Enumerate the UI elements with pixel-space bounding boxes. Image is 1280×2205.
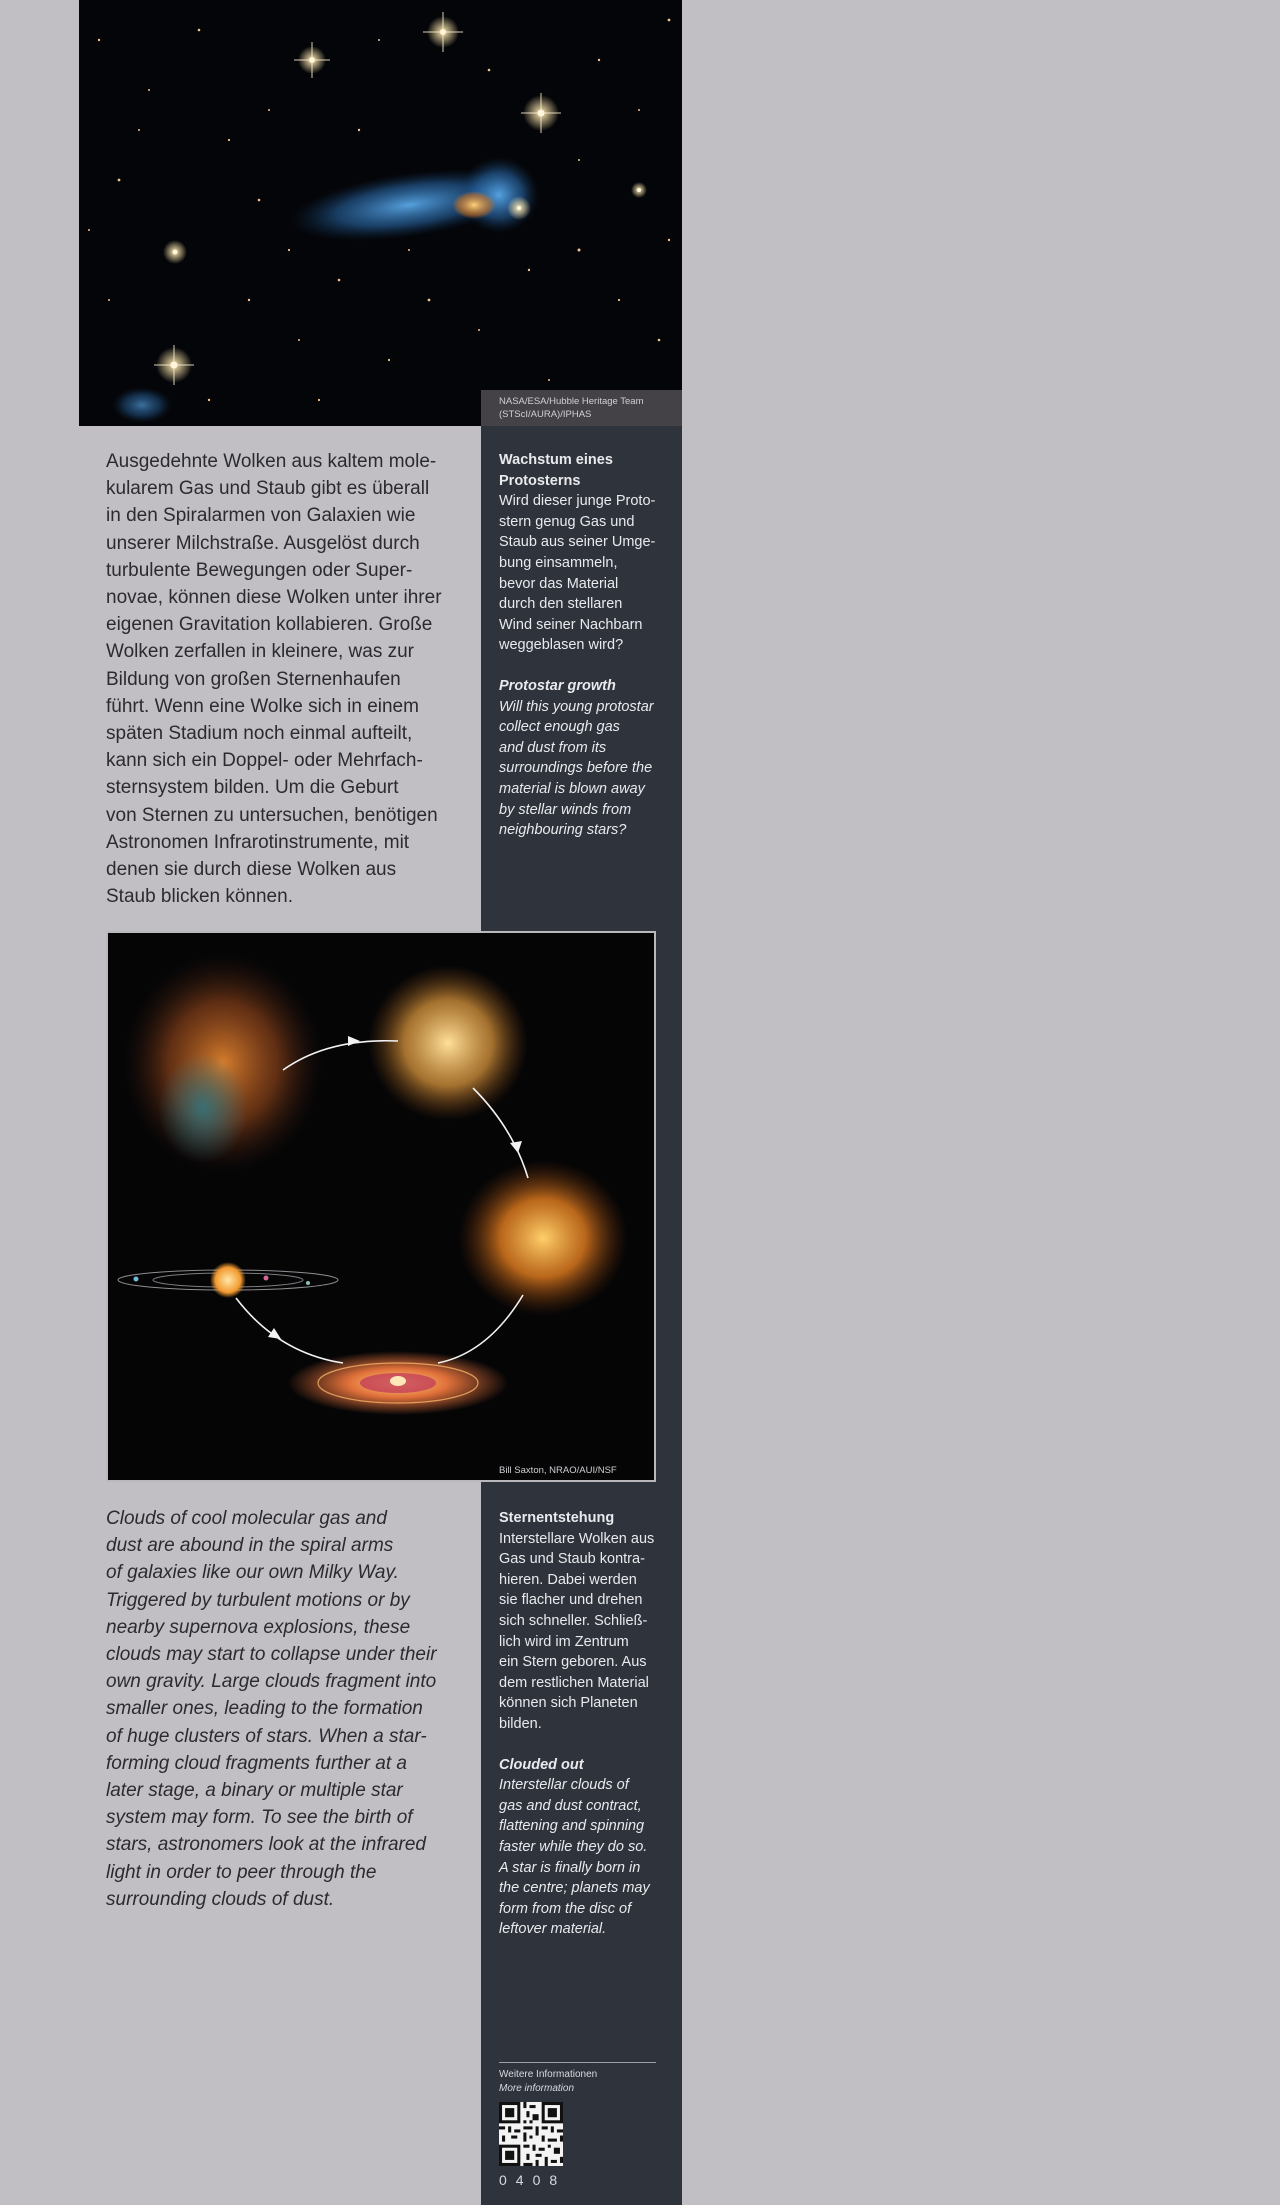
body-de-line: späten Stadium noch einmal aufteilt, bbox=[106, 723, 413, 745]
sidebar2-text-de: Interstellare Wolken aus Gas und Staub kontra- hieren. Dabei werden sie flacher und drehen sich schneller. Schließ- lich wird im Zentrum ein Stern geboren. Aus dem restlichen Material können sich Planeten bilden. bbox=[499, 1530, 655, 1732]
sidebar-star-formation bbox=[499, 1508, 669, 1940]
body-en-line: own gravity. Large clouds fragment into bbox=[106, 1671, 437, 1693]
body-en-line: nearby supernova explosions, these bbox=[106, 1616, 411, 1638]
body-de-line: kularem Gas und Staub gibt es überall bbox=[106, 478, 430, 500]
body-text-english bbox=[106, 1505, 451, 1913]
body-en-line: light in order to peer through the bbox=[106, 1861, 377, 1883]
hero-photo bbox=[79, 0, 682, 426]
body-de-line: Staub blicken können. bbox=[106, 886, 293, 908]
hero-credit-line2: (STScI/AURA)/IPHAS bbox=[499, 409, 592, 420]
sidebar2-title-en: Clouded out bbox=[499, 1756, 584, 1773]
body-de-line: turbulente Bewegungen oder Super- bbox=[106, 559, 413, 581]
body-de-line: sternsystem bilden. Um die Geburt bbox=[106, 777, 399, 799]
body-en-line: surrounding clouds of dust. bbox=[106, 1888, 335, 1910]
body-de-line: Bildung von großen Sternenhaufen bbox=[106, 668, 401, 690]
body-de-line: Astronomen Infrarotinstrumente, mit bbox=[106, 831, 410, 853]
body-en-line: Triggered by turbulent motions or by bbox=[106, 1589, 410, 1611]
body-de-line: unserer Milchstraße. Ausgelöst durch bbox=[106, 532, 420, 554]
hero-credit bbox=[499, 395, 679, 421]
body-en-line: dust are abound in the spiral arms bbox=[106, 1535, 394, 1557]
body-de-line: eigenen Gravitation kollabieren. Große bbox=[106, 614, 433, 636]
body-de-line: führt. Wenn eine Wolke sich in einem bbox=[106, 695, 419, 717]
body-de-line: kann sich ein Doppel- oder Mehrfach- bbox=[106, 750, 423, 772]
qr-code-icon bbox=[499, 2102, 563, 2166]
body-text-german bbox=[106, 448, 451, 910]
body-en-line: Clouds of cool molecular gas and bbox=[106, 1508, 387, 1529]
body-en-line: later stage, a binary or multiple star bbox=[106, 1780, 403, 1802]
qr-code[interactable] bbox=[499, 2102, 563, 2166]
nebula-image bbox=[79, 0, 682, 426]
body-de-line: Ausgedehnte Wolken aus kaltem mole- bbox=[106, 451, 437, 472]
body-en-line: forming cloud fragments further at a bbox=[106, 1752, 407, 1774]
body-de-line: von Sternen zu untersuchen, benötigen bbox=[106, 804, 438, 826]
diagram-credit: Bill Saxton, NRAO/AUI/NSF bbox=[499, 1465, 617, 1476]
sidebar2-text-en: Interstellar clouds of gas and dust contract, flattening and spinning faster while they do so. A star is finally born in the centre; planets may form from the disc of leftover material. bbox=[499, 1777, 650, 1938]
body-en-line: of galaxies like our own Milky Way. bbox=[106, 1562, 399, 1584]
sidebar2-title-de: Sternentstehung bbox=[499, 1510, 615, 1526]
body-en-line: clouds may start to collapse under their bbox=[106, 1644, 437, 1666]
sidebar1-text-de: Wird dieser junge Proto- stern genug Gas und Staub aus seiner Umge- bung einsammeln, bevor das Material durch den stellaren Wind seiner Nachbarn weggeblasen wird? bbox=[499, 493, 656, 654]
sidebar1-title-de: Wachstum eines Protosterns bbox=[499, 452, 613, 489]
body-en-line: smaller ones, leading to the formation bbox=[106, 1698, 423, 1720]
more-info-en[interactable]: More information bbox=[499, 2083, 575, 2094]
sidebar1-text-en: Will this young protostar collect enough gas and dust from its surroundings before the material is blown away by stellar winds from neighbouring stars? bbox=[499, 698, 654, 839]
star-formation-diagram bbox=[106, 931, 656, 1482]
body-de-line: denen sie durch diese Wolken aus bbox=[106, 859, 397, 881]
star-formation-cycle-illustration bbox=[108, 933, 654, 1480]
hero-credit-line1: NASA/ESA/Hubble Heritage Team bbox=[499, 396, 644, 407]
body-en-line: of huge clusters of stars. When a star- bbox=[106, 1725, 427, 1747]
body-de-line: novae, können diese Wolken unter ihrer bbox=[106, 587, 442, 609]
more-info-de: Weitere Informationen bbox=[499, 2069, 598, 2080]
body-de-line: in den Spiralarmen von Galaxien wie bbox=[106, 505, 416, 527]
exhibit-code: 0408 bbox=[499, 2172, 567, 2188]
sidebar1-title-en: Protostar growth bbox=[499, 677, 616, 694]
body-en-line: stars, astronomers look at the infrared bbox=[106, 1834, 426, 1856]
sidebar-protostar-growth bbox=[499, 450, 669, 841]
body-en-line: system may form. To see the birth of bbox=[106, 1807, 413, 1829]
body-de-line: Wolken zerfallen in kleinere, was zur bbox=[106, 641, 415, 663]
footer-divider bbox=[499, 2062, 656, 2063]
